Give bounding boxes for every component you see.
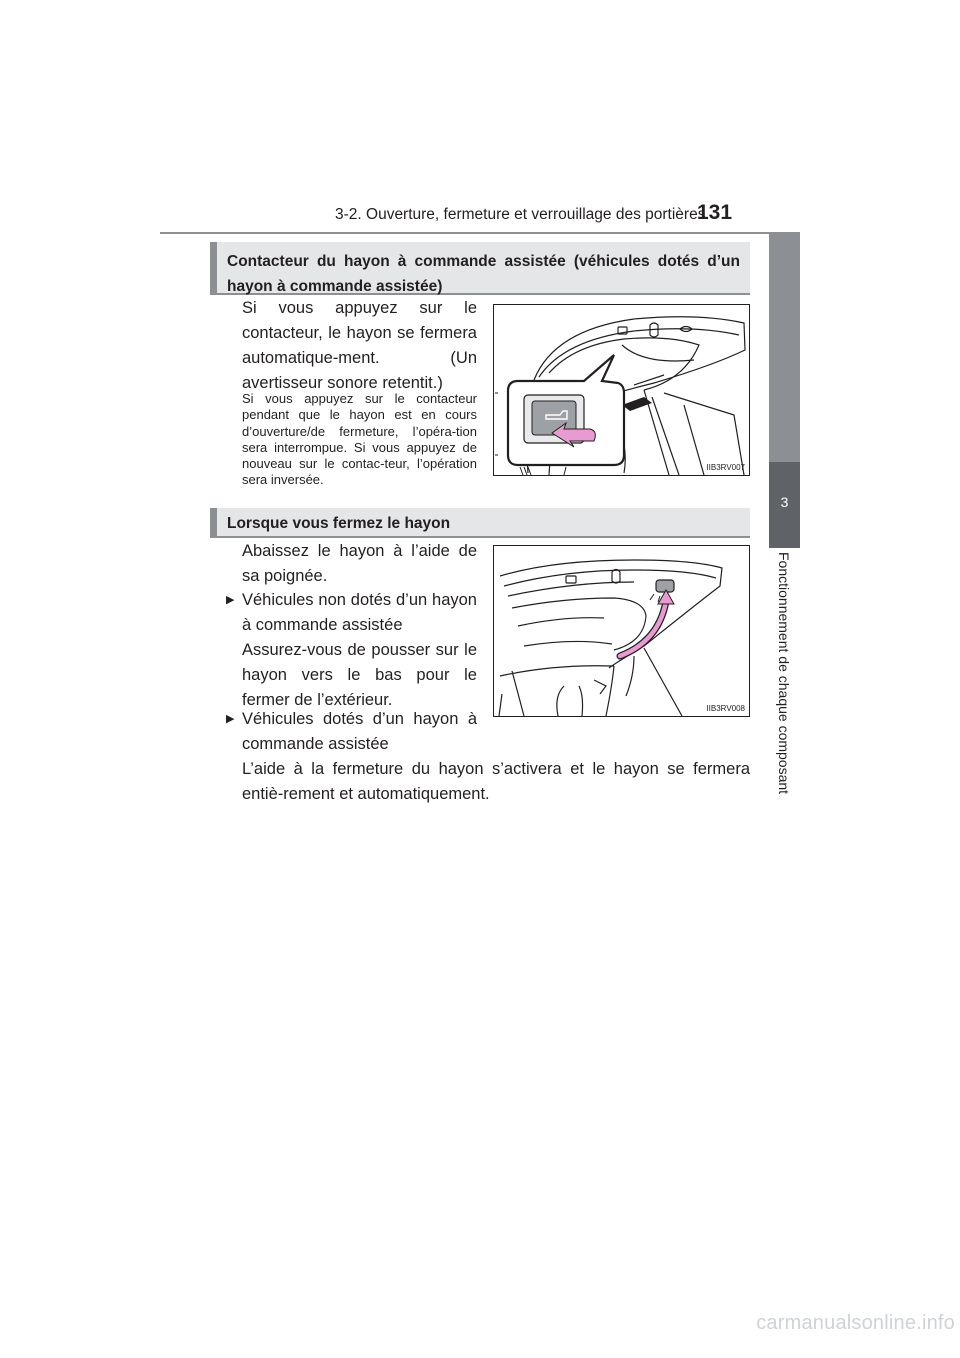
chapter-number: 3 [780,494,789,510]
push-down-paragraph: Assurez-vous de pousser sur le hayon vers le bas pour le fermer de l’extérieur. [242,641,477,709]
bullet-triangle-icon: ▶ [226,713,235,725]
tailgate-switch-illustration [494,305,749,475]
page-number: 131 [697,201,733,224]
figure-code: IIB3RV007 [706,463,745,472]
closing-tailgate-illustration [494,546,749,716]
auto-close-paragraph: L’aide à la fermeture du hayon s’activera et le hayon se fermera entiè-rement et automatiquement. [242,760,750,803]
closing-paragraph: Abaissez le hayon à l’aide de sa poignée. [242,542,477,585]
running-header: 3-2. Ouverture, fermeture et verrouillage des portières [335,206,706,223]
bullet-text: Véhicules dotés d’un hayon à commande assistée [242,710,477,753]
bullet-non-power [226,588,477,638]
watermark: carmanualsonline.info [756,1312,955,1334]
switch-note: Si vous appuyez sur le contacteur pendant que le hayon est en cours d’ouverture/de fermeture, l’opéra-tion sera interrompue. Si vous appuyez de nouveau sur le contac-teur, l’opération sera inversée. [242,391,477,488]
header-rule [160,232,800,234]
chapter-title: Fonctionnement de chaque composant [776,552,792,795]
heading-accent-bar [210,242,217,295]
switch-paragraph: Si vous appuyez sur le contacteur, le hayon se fermera automatique-ment. (Un avertisseur sonore retentit.) [242,299,477,392]
figure-code: IIB3RV008 [706,704,745,713]
figure-tailgate-switch [493,304,750,476]
bullet-text: Véhicules non dotés d’un hayon à commande assistée [242,591,477,634]
heading-accent-bar [210,508,217,538]
bullet-power [226,707,477,757]
section-heading-closing [210,508,750,538]
section-heading-text: Contacteur du hayon à commande assistée (véhicules dotés d’un hayon à commande assistée) [227,253,740,295]
section-heading-text: Lorsque vous fermez le hayon [227,515,451,532]
section-heading-power-switch [210,242,750,295]
bullet-triangle-icon: ▶ [226,594,235,606]
figure-closing-tailgate [493,545,750,717]
side-tab-strip [769,234,800,462]
